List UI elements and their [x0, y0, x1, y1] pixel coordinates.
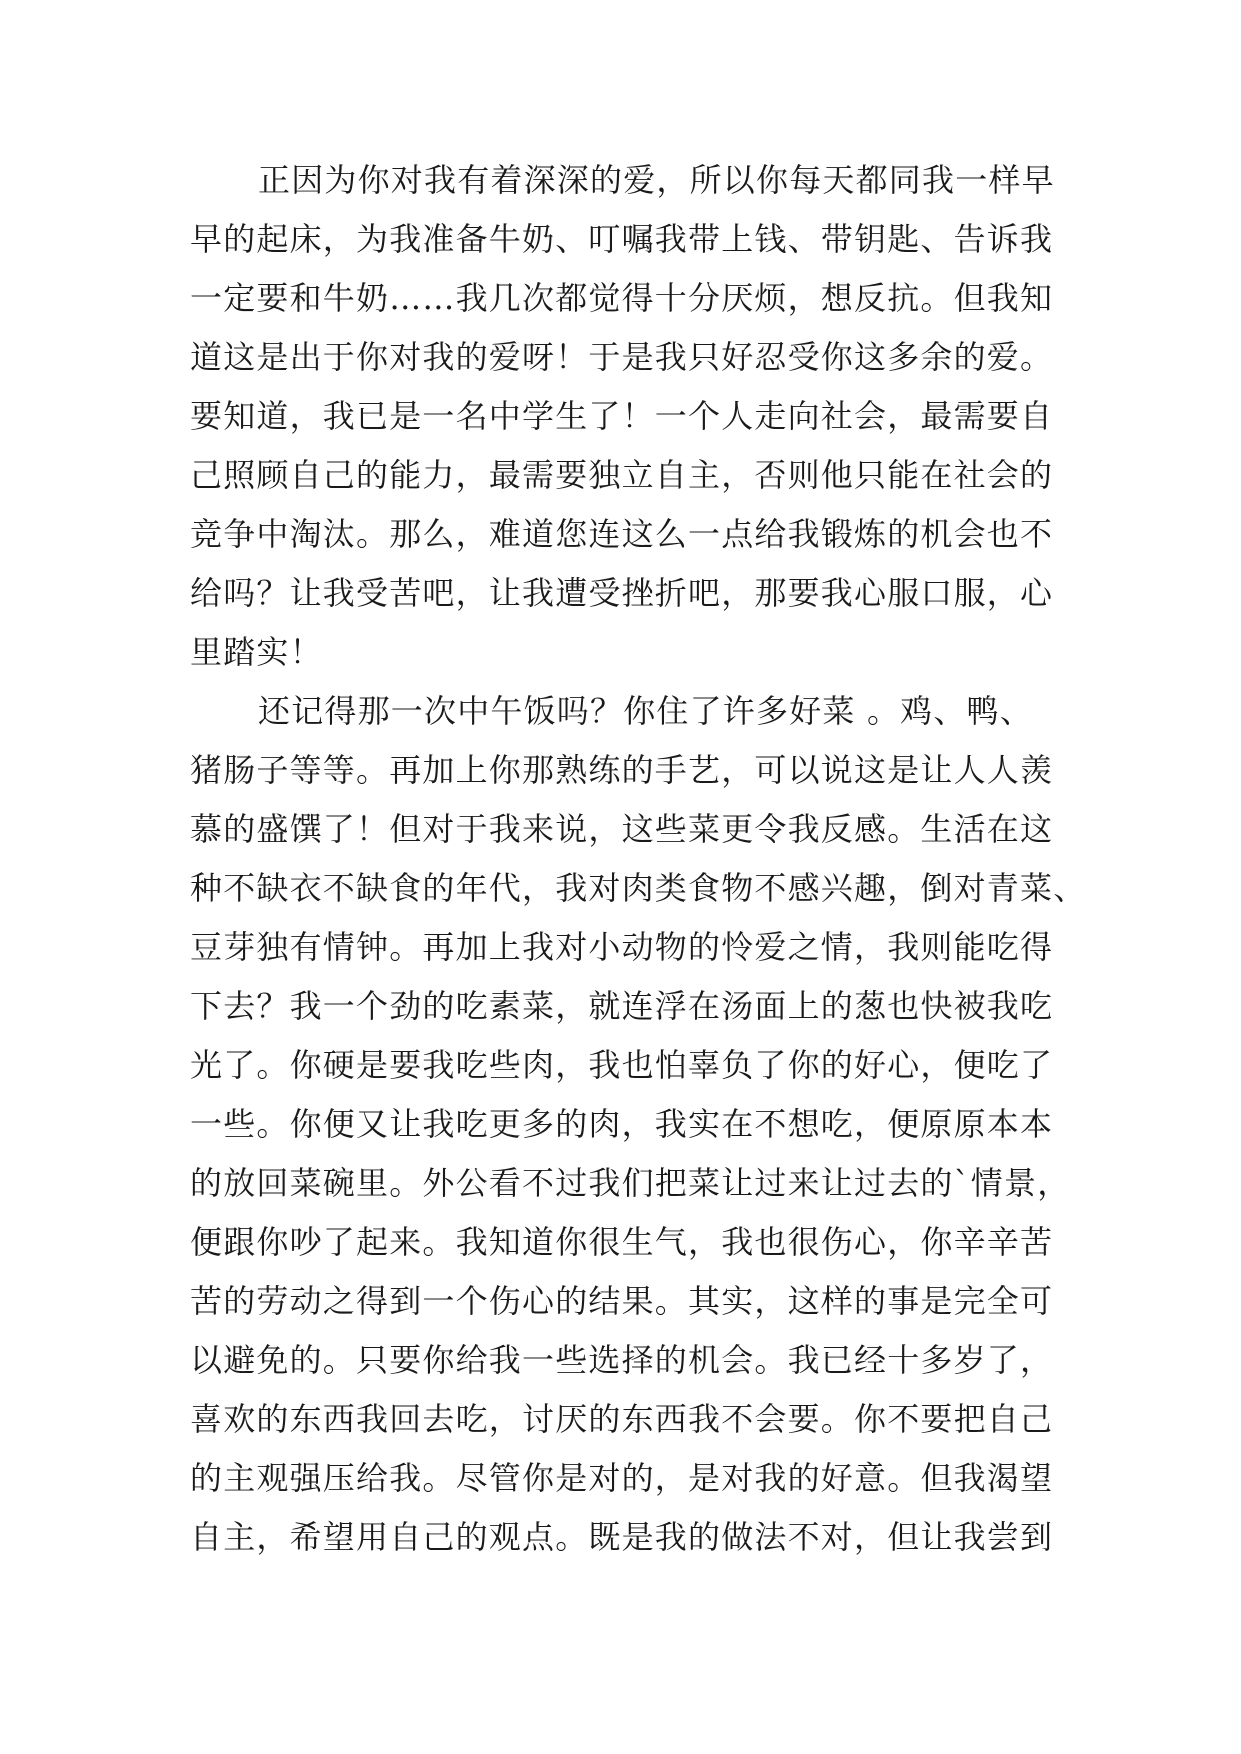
- paragraph-2-line-12: 以避免的。只要你给我一些选择的机会。我已经十多岁了，: [190, 1341, 1054, 1379]
- paragraph-2-line-8: 一些。你便又让我吃更多的肉，我实在不想吃，便原原本本: [190, 1105, 1054, 1143]
- paragraph-2-line-11: 苦的劳动之得到一个伤心的结果。其实，这样的事是完全可: [190, 1282, 1054, 1320]
- paragraph-1-line-7: 竞争中淘汰。那么，难道您连这么一点给我锻炼的机会也不: [190, 515, 1054, 553]
- paragraph-1-line-6: 己照顾自己的能力，最需要独立自主，否则他只能在社会的: [190, 456, 1054, 494]
- paragraph-1-line-8: 给吗？让我受苦吧，让我遭受挫折吧，那要我心服口服，心: [190, 574, 1054, 612]
- paragraph-2-line-15: 自主，希望用自己的观点。既是我的做法不对，但让我尝到: [190, 1518, 1054, 1556]
- paragraph-2-line-10: 便跟你吵了起来。我知道你很生气，我也很伤心，你辛辛苦: [190, 1223, 1054, 1261]
- paragraph-2-line-6: 下去？我一个劲的吃素菜，就连浮在汤面上的葱也快被我吃: [190, 987, 1054, 1025]
- paragraph-2-line-2: 猪肠子等等。再加上你那熟练的手艺，可以说这是让人人羡: [190, 751, 1054, 789]
- paragraph-1-line-3: 一定要和牛奶……我几次都觉得十分厌烦，想反抗。但我知: [190, 279, 1054, 317]
- paragraph-1-line-1: 正因为你对我有着深深的爱，所以你每天都同我一样早: [258, 161, 1055, 199]
- paragraph-2-line-13: 喜欢的东西我回去吃，讨厌的东西我不会要。你不要把自己: [190, 1400, 1054, 1438]
- paragraph-2-line-1: 还记得那一次中午饭吗？你住了许多好菜 。鸡、鸭、: [258, 692, 1033, 730]
- paragraph-1-line-2: 早的起床，为我准备牛奶、叮嘱我带上钱、带钥匙、告诉我: [190, 220, 1054, 258]
- paragraph-2-line-4: 种不缺衣不缺食的年代，我对肉类食物不感兴趣，倒对青菜、: [190, 869, 1087, 907]
- paragraph-2-line-3: 慕的盛馔了！但对于我来说，这些菜更令我反感。生活在这: [190, 810, 1054, 848]
- paragraph-2-line-5: 豆芽独有情钟。再加上我对小动物的怜爱之情，我则能吃得: [190, 928, 1054, 966]
- paragraph-1-line-4: 道这是出于你对我的爱呀！于是我只好忍受你这多余的爱。: [190, 338, 1054, 376]
- paragraph-2-line-14: 的主观强压给我。尽管你是对的，是对我的好意。但我渴望: [190, 1459, 1054, 1497]
- paragraph-2-line-7: 光了。你硬是要我吃些肉，我也怕辜负了你的好心，便吃了: [190, 1046, 1054, 1084]
- paragraph-1-line-9: 里踏实！: [190, 633, 323, 671]
- paragraph-2-line-9: 的放回菜碗里。外公看不过我们把菜让过来让过去的`情景，: [190, 1164, 1071, 1202]
- paragraph-1-line-5: 要知道，我已是一名中学生了！一个人走向社会，最需要自: [190, 397, 1054, 435]
